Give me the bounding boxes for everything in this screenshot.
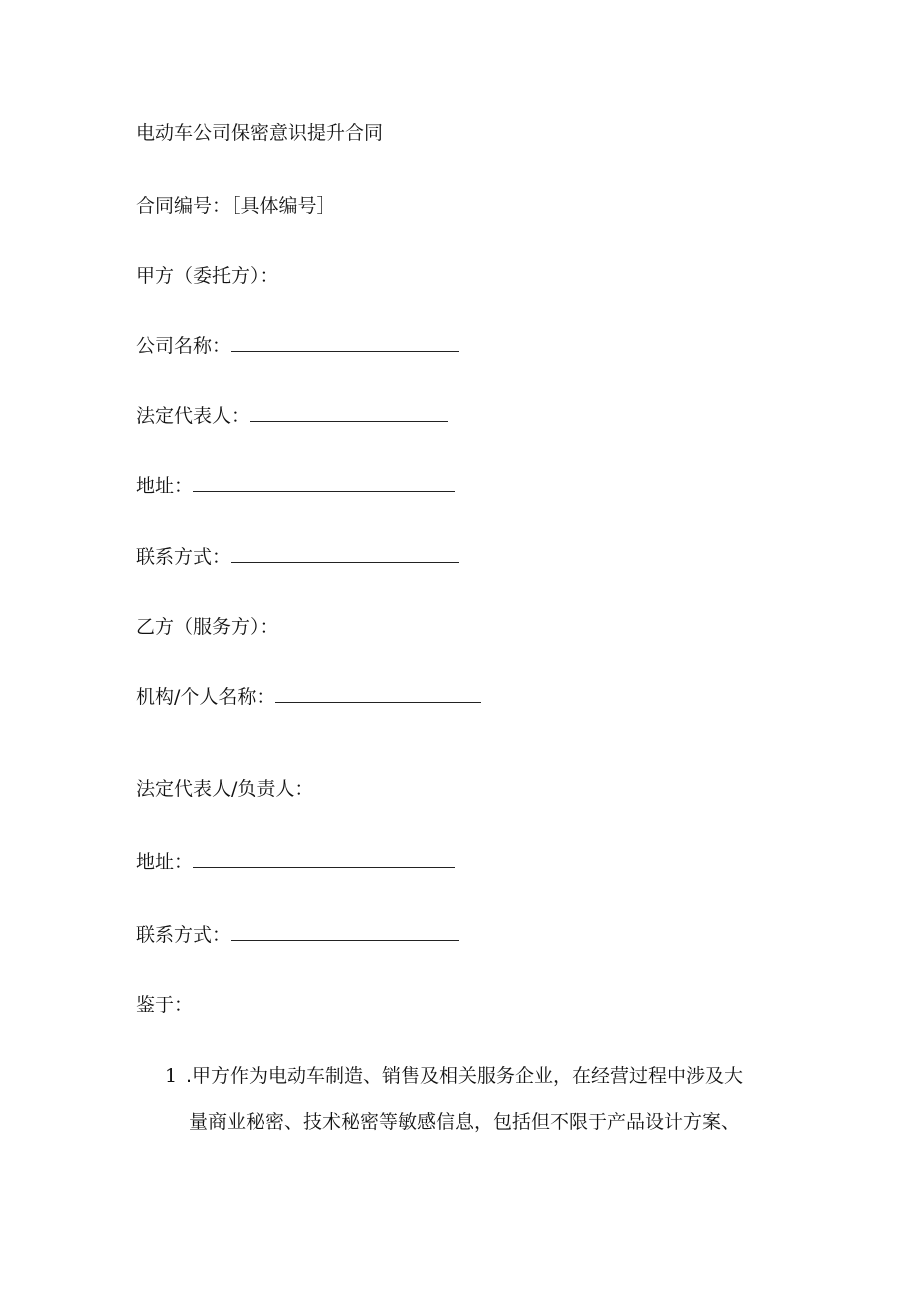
- party-a-legal-rep-row: [136, 404, 448, 428]
- party-b-contact-blank: [231, 924, 459, 941]
- party-b-name-blank: [275, 686, 481, 703]
- document-title: 电动车公司保密意识提升合同: [136, 122, 384, 144]
- party-b-contact-label: 联系方式：: [136, 924, 232, 946]
- list-item-text-line-1: .甲方作为电动车制造、销售及相关服务企业，在经营过程中涉及大: [186, 1065, 744, 1087]
- party-b-address-label: 地址：: [136, 851, 194, 873]
- party-b-name-label: 机构/个人名称：: [136, 686, 276, 708]
- party-a-contact-label: 联系方式：: [136, 546, 232, 568]
- party-a-address-row: [136, 474, 455, 498]
- party-a-company-name-row: [136, 334, 459, 358]
- party-a-heading: 甲方（委托方）：: [136, 265, 279, 287]
- party-a-address-blank: [193, 475, 455, 492]
- party-b-legal-rep: 法定代表人/负责人：: [136, 778, 314, 800]
- party-b-address-row: [136, 850, 455, 874]
- party-a-address-label: 地址：: [136, 475, 194, 497]
- party-b-name-row: [136, 685, 481, 709]
- party-b-contact-row: [136, 923, 459, 947]
- list-item-text-line-2: 量商业秘密、技术秘密等敏感信息，包括但不限于产品设计方案、: [189, 1111, 741, 1133]
- contract-number: 合同编号：［具体编号］: [136, 195, 336, 217]
- party-a-contact-blank: [231, 546, 459, 563]
- party-b-address-blank: [193, 851, 455, 868]
- party-b-heading: 乙方（服务方）：: [136, 616, 279, 638]
- list-item-number: 1: [165, 1065, 178, 1087]
- party-a-company-name-blank: [231, 335, 459, 352]
- party-a-contact-row: [136, 545, 459, 569]
- party-a-legal-rep-blank: [250, 405, 448, 422]
- party-a-legal-rep-label: 法定代表人：: [136, 405, 251, 427]
- whereas-heading: 鉴于：: [136, 994, 194, 1016]
- party-a-company-name-label: 公司名称：: [136, 335, 232, 357]
